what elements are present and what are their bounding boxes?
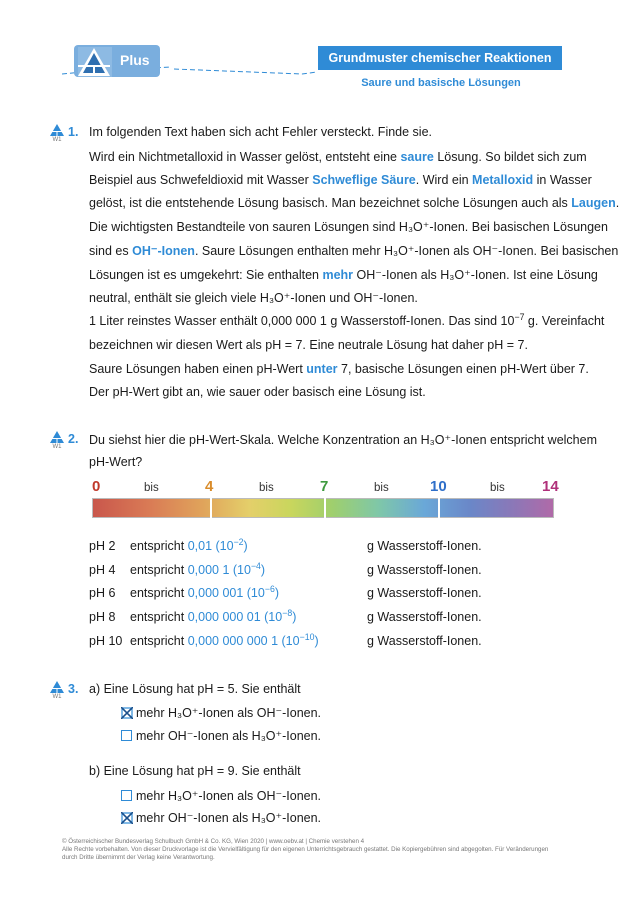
text-fragment: . [615,196,620,210]
ph-scale-separator [324,498,326,518]
ph-scale-separator [438,498,440,518]
task-3b-option-2[interactable] [121,810,321,825]
text-fragment: . Saure Lösungen enthalten mehr H₃O⁺-Ionen als OH⁻-Ionen. Bei basischen [194,244,619,258]
task-3-level-icon [50,681,64,705]
answer-value: 0,01 (10 [187,539,234,553]
answer-exponent: −8 [282,607,293,618]
task-1-prompt: Im folgenden Text haben sich acht Fehler versteckt. Finde sie. [89,125,433,139]
exponent: −7 [514,311,525,322]
ph-scale-bis: bis [490,482,505,494]
answer-value: 0,000 000 01 (10 [187,610,283,624]
ph-row-unit: g Wasserstoff-Ionen. [367,563,482,577]
text-line-4 [89,196,619,210]
correction-schweflige-saeure: Schweflige Säure [312,173,416,187]
text-fragment: Wird ein Nichtmetalloxid in Wasser gelöst, entsteht eine [89,150,401,164]
text-line-7 [89,267,598,282]
text-fragment: g. Vereinfacht [524,314,605,328]
text-fragment: gelöst, ist die entstehende Lösung basisch. Man bezeichnet solche Lösungen auch als [89,196,572,210]
ph-tick-0: 0 [92,478,101,495]
text-line-10: bezeichnen wir diesen Wert als pH = 7. Eine neutrale Lösung hat daher pH = 7. [89,338,528,352]
checkbox-icon[interactable] [121,790,132,801]
ph-row-unit: g Wasserstoff-Ionen. [367,539,482,553]
triangle-level-icon [50,681,64,693]
entspricht-word: entspricht [130,610,185,624]
chapter-subtitle: Saure und basische Lösungen [361,77,521,89]
correction-unter: unter [306,362,338,376]
footer [62,838,582,862]
answer-value: 0,000 1 (10 [187,563,251,577]
answer-close: ) [314,634,319,648]
text-fragment: Lösung. So bildet sich zum [433,150,587,164]
answer-exponent: −4 [250,560,261,571]
answer-close: ) [274,586,279,600]
correction-saure: saure [400,150,434,164]
option-label: mehr H₃O⁺-Ionen als OH⁻-Ionen. [136,789,322,803]
ph-scale-bis: bis [144,482,159,494]
task-3-level: W1 [52,694,62,700]
ph-row-label: pH 8 [89,610,116,624]
task-3a-option-2[interactable] [121,728,321,743]
checkbox-icon[interactable] [121,730,132,741]
entspricht-word: entspricht [130,634,185,648]
text-line-2 [89,150,587,164]
text-fragment: 7, basische Lösungen einen pH-Wert über 7. [337,362,589,376]
ph-row-value [130,560,266,577]
ph-scale-bis: bis [374,482,389,494]
task-3-number: 3. [68,682,79,696]
ph-scale-separator [210,498,212,518]
footer-line-3: durch Dritte übernimmt der Verlag keine Verantwortung. [62,854,215,861]
answer-exponent: −6 [264,583,275,594]
plus-logo [74,45,160,81]
ph-tick-14: 14 [542,478,559,495]
checked-box-icon[interactable] [121,812,133,824]
ph-row-unit: g Wasserstoff-Ionen. [367,586,482,600]
text-line-3 [89,173,592,187]
answer-close: ) [292,610,297,624]
text-fragment: in Wasser [533,173,592,187]
text-fragment: OH⁻-Ionen als H₃O⁺-Ionen. Ist eine Lösung [353,268,598,282]
ph-row-value [130,631,319,648]
ph-scale-bis: bis [259,482,274,494]
triangle-level-icon [50,431,64,443]
answer-value: 0,000 001 (10 [187,586,265,600]
text-line-9 [89,311,605,328]
text-fragment: . Wird ein [415,173,473,187]
task-3a-prompt: a) Eine Lösung hat pH = 5. Sie enthält [89,682,301,696]
text-fragment: Lösungen ist es umgekehrt: Sie enthalten [89,268,323,282]
ph-row-value [130,536,248,553]
checked-box-icon[interactable] [121,707,133,719]
text-line-8: neutral, enthält sie gleich viele H₃O⁺-Ionen und OH⁻-Ionen. [89,291,418,305]
ph-row-value [130,607,297,624]
text-line-6 [89,243,618,258]
footer-line-1: © Österreichischer Bundesverlag Schulbuch GmbH & Co. KG, Wien 2020 | www.oebv.at | Chemie verstehen 4 [62,838,365,845]
answer-close: ) [243,539,248,553]
correction-laugen: Laugen [571,196,616,210]
answer-exponent: −2 [233,536,244,547]
text-line-12: Der pH-Wert gibt an, wie sauer oder basisch eine Lösung ist. [89,385,426,399]
answer-value: 0,000 000 000 1 (10 [187,634,300,648]
task-3b-option-1[interactable] [121,788,321,803]
text-fragment: Saure Lösungen haben einen pH-Wert [89,362,307,376]
entspricht-word: entspricht [130,563,185,577]
ph-row-label: pH 6 [89,586,116,600]
ph-tick-7: 7 [320,478,329,495]
ph-tick-10: 10 [430,478,447,495]
plus-logo-label: Plus [120,52,150,68]
task-2-number: 2. [68,432,79,446]
ph-row-unit: g Wasserstoff-Ionen. [367,610,482,624]
task-1-level: W1 [52,137,62,143]
chapter-title: Grundmuster chemischer Reaktionen [318,46,562,70]
task-2-level-icon [50,431,64,455]
ph-row-label: pH 4 [89,563,116,577]
text-fragment: Beispiel aus Schwefeldioxid mit Wasser [89,173,313,187]
text-fragment: sind es [89,244,133,258]
option-label: mehr H₃O⁺-Ionen als OH⁻-Ionen. [136,706,322,720]
task-3b-prompt: b) Eine Lösung hat pH = 9. Sie enthält [89,764,301,778]
task-1-number: 1. [68,125,79,139]
ph-scale [92,478,559,518]
task-3a-option-1[interactable] [121,705,321,720]
task-2-level: W1 [52,444,62,450]
task-2-prompt-line-2: pH-Wert? [89,455,143,469]
entspricht-word: entspricht [130,586,185,600]
ph-row-unit: g Wasserstoff-Ionen. [367,634,482,648]
task-1-level-icon [50,124,64,148]
text-line-11 [89,362,589,376]
text-line-5: Die wichtigsten Bestandteile von sauren Lösungen sind H₃O⁺-Ionen. Bei basischen Lösungen [89,220,608,234]
text-fragment: 1 Liter reinstes Wasser enthält 0,000 000 1 g Wasserstoff-Ionen. Das sind 10 [89,314,515,328]
answer-exponent: −10 [299,631,315,642]
triangle-level-icon [50,124,64,136]
entspricht-word: entspricht [130,539,185,553]
task-2-prompt-line-1: Du siehst hier die pH-Wert-Skala. Welche Konzentration an H₃O⁺-Ionen entspricht welchem [89,433,597,447]
correction-metalloxid: Metalloxid [472,173,534,187]
option-label: mehr OH⁻-Ionen als H₃O⁺-Ionen. [136,811,322,825]
option-label: mehr OH⁻-Ionen als H₃O⁺-Ionen. [136,729,322,743]
correction-oh-ionen: OH⁻-Ionen [132,244,195,258]
ph-row-value [130,583,279,600]
correction-mehr: mehr [322,268,354,282]
ph-color-bar [92,498,554,518]
ph-row-label: pH 2 [89,539,116,553]
ph-tick-4: 4 [205,478,214,495]
ph-row-label: pH 10 [89,634,123,648]
footer-line-2: Alle Rechte vorbehalten. Von dieser Druckvorlage ist die Vervielfältigung für den eigenen Unterrichtsgebrauch gestattet. Die Kopiergebühren sind abgegolten. Für Veränderungen [62,846,549,853]
answer-close: ) [260,563,266,577]
